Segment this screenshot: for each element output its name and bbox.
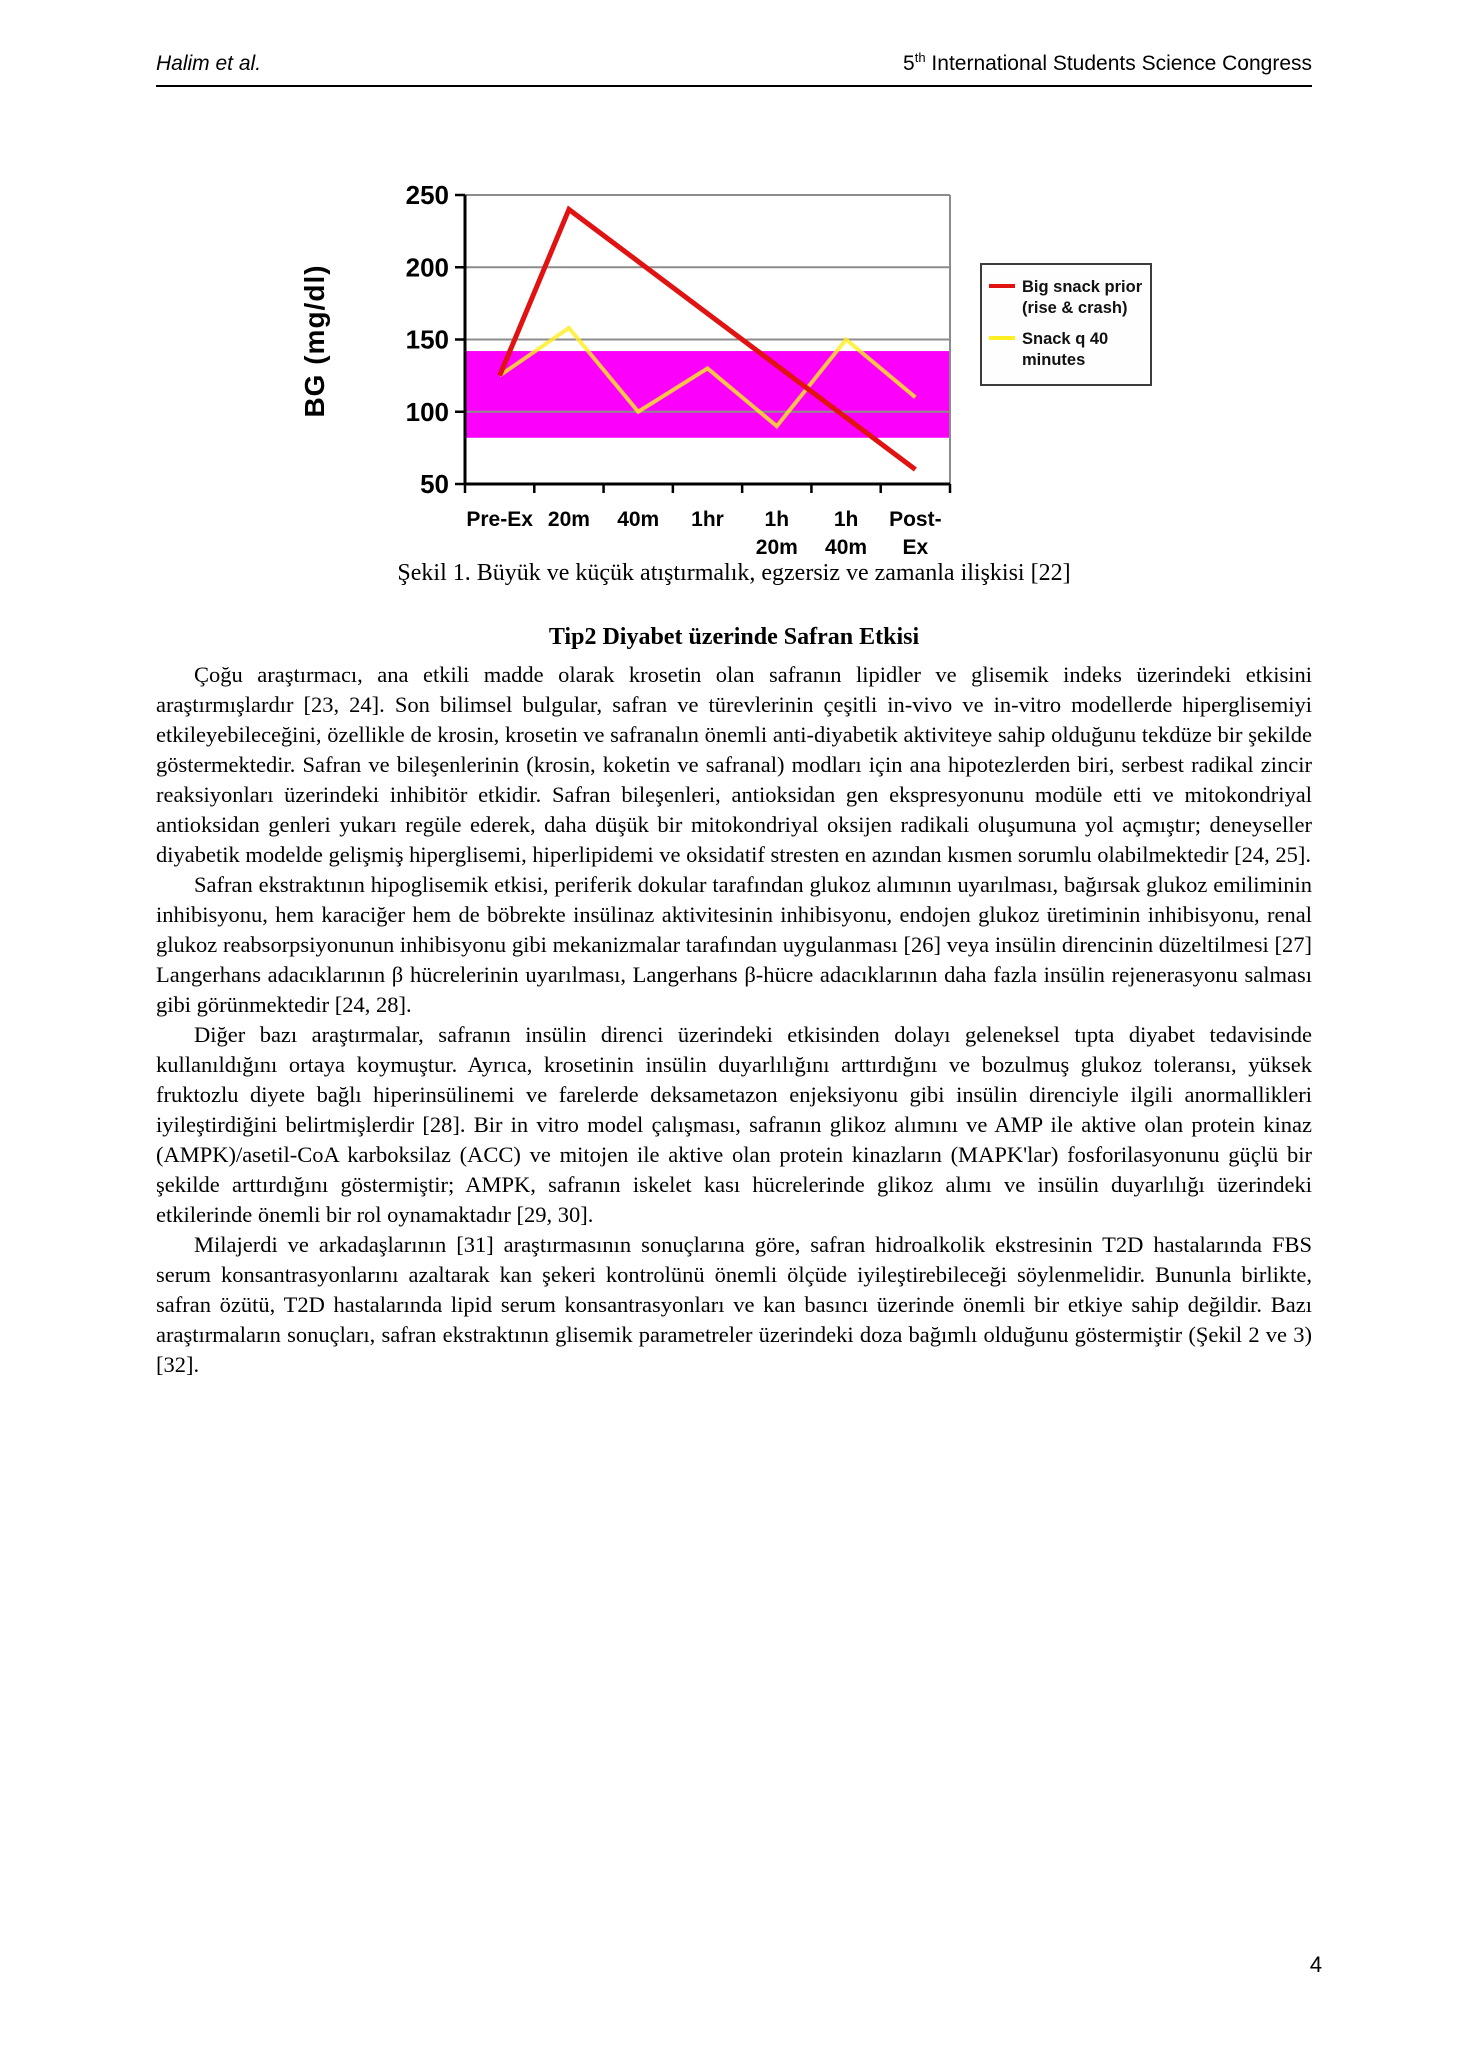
figure-caption: Şekil 1. Büyük ve küçük atıştırmalık, egzersiz ve zamanla ilişkisi [22] [397,560,1071,586]
legend-swatch [989,336,1015,340]
y-tick-label: 100 [405,396,449,427]
article-body [156,660,1312,1380]
y-axis-title: BG (mg/dl) [299,264,330,418]
x-tick-label: 40m [617,508,660,531]
y-tick-label: 250 [405,180,449,210]
page-header [156,50,1312,87]
y-tick-label: 150 [405,324,449,355]
running-author: Halim et al. [156,52,262,75]
x-tick-label: Pre-Ex [466,508,533,531]
legend-label: Big snack prior (rise & crash) [1022,278,1143,317]
y-tick-label: 200 [405,252,449,283]
running-title-number: 5 [903,52,915,75]
paragraph: Milajerdi ve arkadaşlarının [31] araştırmasının sonuçlarına göre, safran hidroalkolik ekstresinin T2D hastalarında FBS serum konsantrasyonlarını azaltarak kan şekeri kontrolünü önemli ölçüde iyileştirebileceği söylenmelidir. Bununla birlikte, safran özütü, T2D hastalarında lipid serum konsantrasyonları ve kan basıncı üzerinde önemli bir etkiye sahip değildir. Bazı araştırmaların sonuçları, safran ekstraktının glisemik parametreler üzerindeki doza bağımlı olduğunu göstermiştir (Şekil 2 ve 3) [32]. [156,1232,1312,1377]
paragraph: Safran ekstraktının hipoglisemik etkisi, periferik dokular tarafından glukoz alımının uyarılması, bağırsak glukoz emiliminin inhibisyonu, hem karaciğer hem de böbrekte insülinaz aktivitesinin inhibisyonu, endojen glukoz üretiminin inhibisyonu, renal glukoz reabsorpsiyonunun inhibisyonu gibi mekanizmalar tarafından uygulanması [26] veya insülin direncinin düzeltilmesi [27] Langerhans adacıklarının β hücrelerinin uyarılması, Langerhans β-hücre adacıklarının daha fazla insülin rejenerasyonu salması gibi görünmektedir [24, 28]. [156,872,1312,1017]
section-heading: Tip2 Diyabet üzerinde Safran Etkisi [548,624,920,650]
figure-1 [280,140,1164,572]
paragraph: Diğer bazı araştırmalar, safranın insülin direnci üzerindeki etkisinden dolayı geleneksel tıpta diyabet tedavisinde kullanıldığını ortaya koymuştur. Ayrıca, krosetinin insülin duyarlılığını arttırdığını ve bozulmuş glukoz toleransı, yüksek fruktozlu diyete bağlı hiperinsülinemi ve farelerde deksametazon enjeksiyonu gibi insülin direnciyle ilgili anormallikleri iyileştirdiğini belirtmişlerdir [28]. Bir in vitro model çalışması, safranın glikoz alımını ve AMP ile aktive olan protein kinaz (AMPK)/asetil-CoA karboksilaz (ACC) ve mitojen ile aktive olan protein kinazların (MAPK'lar) fosforilasyonunu güçlü bir şekilde arttırdığını göstermiştir; AMPK, safranın iskelet kası hücrelerinde glikoz alımı ve insülin duyarlılığı üzerindeki etkilerinde önemli bir rol oynamaktadır [29, 30]. [156,1022,1312,1227]
x-tick-label: Post-Ex [889,508,942,559]
legend-item [989,329,1144,370]
x-tick-label: 1hr [691,508,724,531]
paragraph: Çoğu araştırmacı, ana etkili madde olarak krosetin olan safranın lipidler ve glisemik indeks üzerindeki etkisini araştırmışlardır [23, 24]. Son bilimsel bulgular, safran ve türevlerinin çeşitli in-vivo ve in-vitro modellerde hiperglisemiyi etkileyebileceğini, özellikle de krosin, krosetin ve safranalın önemli anti-diyabetik aktiviteye sahip olduğunu tekdüze bir şekilde göstermektedir. Safran ve bileşenlerinin (krosin, koketin ve safranal) modları için ana hipotezlerden biri, serbest radikal zincir reaksiyonları üzerindeki inhibitör etkidir. Safran bileşenleri, antioksidan gen ekspresyonunu modüle etti ve mitokondriyal antioksidan genleri yukarı regüle ederek, daha düşük bir mitokondriyal oksijen radikali oluşumuna yol açmıştır; deneyseller diyabetik modelde gelişmiş hiperglisemi, hiperlipidemi ve oksidatif stresten en azından kısmen sorumlu olabilmektedir [24, 25]. [156,662,1312,867]
running-title [903,50,1312,76]
legend-label: Snack q 40 minutes [1022,330,1109,369]
x-tick-label: 20m [547,508,590,531]
y-tick-label: 50 [420,469,449,499]
chart-legend [980,263,1152,386]
x-tick-label: 1h 40m [825,508,868,559]
running-title-text: International Students Science Congress [925,52,1312,75]
legend-item [989,277,1144,318]
page-number: 4 [1309,1952,1323,1977]
running-title-ordinal: th [914,50,926,65]
legend-swatch [989,284,1015,288]
x-tick-label: 1h 20m [755,508,798,559]
